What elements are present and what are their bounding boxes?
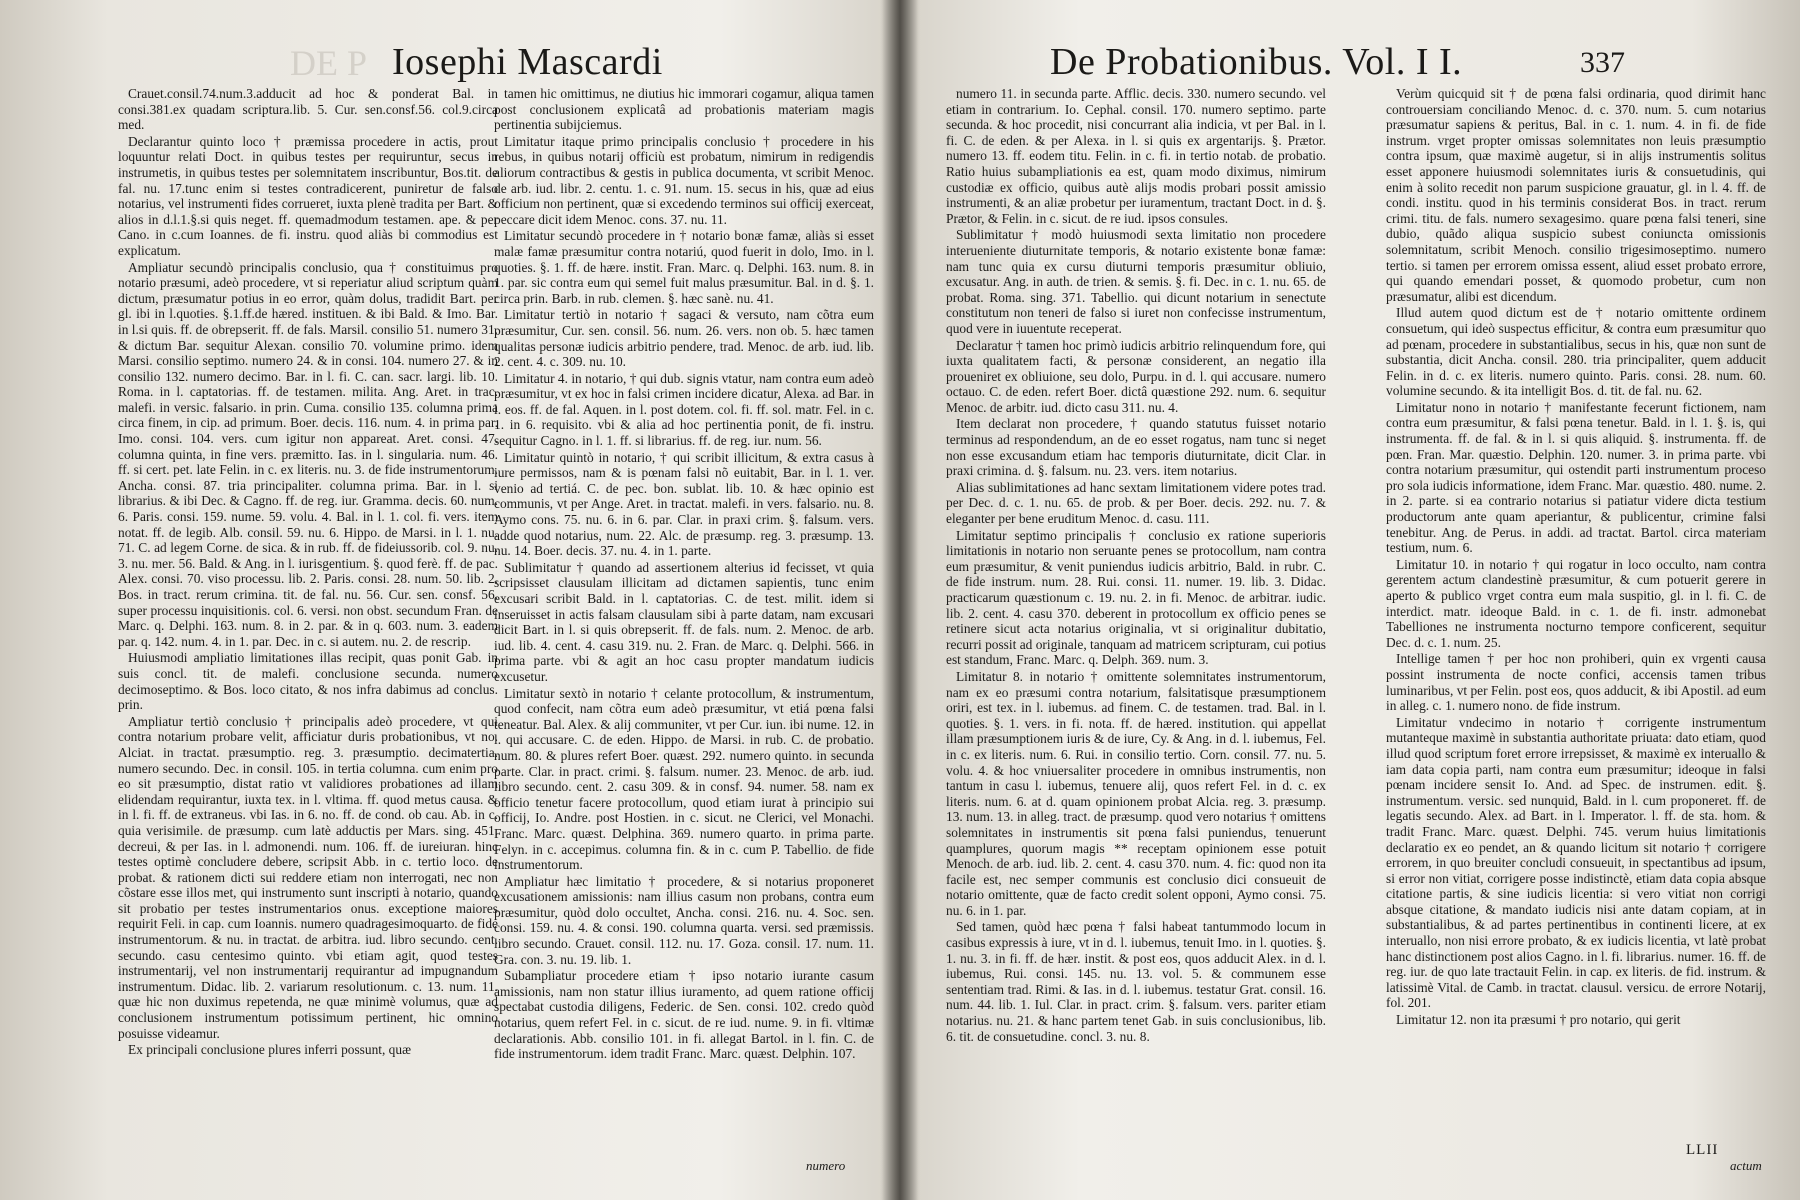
paragraph (494, 228, 874, 306)
left-column-1 (118, 86, 498, 1166)
paragraph (1386, 651, 1766, 713)
paragraph (946, 528, 1326, 668)
paragraph-text: Sublimitatur † quando ad assertionem alterius id fecisset, vt quia scripsisset clausulam illicitam ad dictamen sapientis, tunc enim excusari scribit Bald. in l. captatorias. C. de test. milit. idem si inseruisset in actis falsam clausulam sibi à parte datam, nam excusari dicit Bart. in l. si quis obrepserit. ff. de fals. num. 2. Menoc. de arb. iud. lib. 4. cent. 4. casu 319. nu. 2. Fran. de Marc. q. Delphi. 566. in prima parte. vbi & agit an hoc casu propter mandatum iudicis excusetur. (494, 559, 874, 684)
paragraph-text: Declarantur quinto loco † præmissa procedere in actis, prout loquuntur relati Doct. in quibus testes per requiruntur, secus in instrumetis, in quibus testes per solemnitatem inscribuntur, Bos.tit. de fal. nu. 17.tunc enim si testes contradicerent, puniretur de falso notarius, vel instrumenti fides corrueret, iuxta plenè tradita per Bart. & alios in d.l.1.§.si quis neget. ff. quemadmodum testamen. ape. & per Cano. in c.cum Ioannes. de fi. instru. quod aliàs bi commodius est explicatum. (118, 133, 498, 258)
paragraph-text: Alias sublimitationes ad hanc sextam limitationem videre potes trad. per Dec. d. c. 1. nu. 65. de prob. & per Boer. decis. 292. nu. 7. & eleganter per bene eruditum Menoc. d. casu. 111. (946, 479, 1326, 527)
paragraph-text: Limitatur tertiò in notario † sagaci & versuto, nam cõtra eum præsumitur, Cur. sen. consil. 56. num. 26. vers. non ob. 5. hæc tamen qualitas personæ iudicis arbitrio pendere, trad. Menoc. de arb. iud. lib. 2. cent. 4. c. 309. nu. 10. (494, 307, 874, 370)
page-number: 337 (1580, 46, 1625, 79)
paragraph-text: Sed tamen, quòd hæc pœna † falsi habeat tantummodo locum in casibus expressis à iure, vt in d. l. iubemus, tenuit Imo. in l. quoties. §. 1. nu. 3. in fi. ff. de hær. instit. & post eos, quos adducit Alex. in d. l. iubemus, Rui. consi. 145. nu. 13. vol. 5. & communem esse sententiam trad. Rimi. & Ias. in d. l. iubemus. testatur Grat. consil. 16. num. 44. lib. 1. Iul. Clar. in pract. crim. §. falsum. vers. pariter etiam notarius. nu. 21. & hanc partem tenet Gab. in suis conclusionibus, lib. 6. tit. de consuetudine. concl. 3. nu. 8. (946, 919, 1326, 1044)
paragraph-text: Subampliatur procedere etiam † ipso notario iurante casum amissionis, nam non statur illius iuramento, ad quem ratione officij spectabat custodia diligens, Federic. de Sen. consi. 102. credo quòd notarius, quem refert Fel. in c. sicut. de re iud. nume. 9. in fi. vltimæ declarationis. Abb. consilio 101. in fi. allegat Bartol. in l. fin. C. de fide instrumentorum. idem tradit Franc. Marc. quæst. Delphin. 107. (494, 968, 874, 1062)
paragraph (494, 968, 874, 1062)
paragraph-text: Limitatur itaque primo principalis conclusio † procedere in his rebus, in quibus notarij officiù est probatum, nimirum in redigendis aliorum contractibus & gestis in publica documenta, vt scribit Menoc. de arb. iud. libr. 2. centu. 1. c. 91. num. 15. secus in his, quæ ad eius officium non pertinent, quæ si excedendo terminos sui officij exerceat, peccare dicit idem Menoc. cons. 37. nu. 11. (494, 133, 874, 227)
paragraph (946, 669, 1326, 919)
paragraph (494, 450, 874, 559)
paragraph-text: Verùm quicquid sit † de pœna falsi ordinaria, quod dirimit hanc controuersiam conciliando Menoc. d. c. 370. num. 5. cum notarius præsumatur sapiens & peritus, Bal. in c. 1. num. 4. in fi. de fide instrum. vrget propter omissas solemnitates non leuis præsumptio contra ipsum, quæ maximè augetur, si in alijs instrumentis solitus esset apponere huiusmodi solemnitates iuris & consuetudinis, qui enim à solito recedit non parum suspicione grauatur, gl. in l. 4. ff. de condi. institu. quod in his terminis considerat Bos. in tract. rerum crimi. titu. de fals. numero sexagesimo. quare pœna falsi teneri, sine dubio, quãdo aliqua suspicio subest coniuncta omissionis solemnitatum, scribit Menoch. consilio trigesimoseptimo. numero tertio. si tamen per errorem omissa essent, aliud esset probato errore, qui quando emendari posset, & quomodo probetur, cum non præsumatur, alibi est dicendum. (1386, 86, 1766, 304)
paragraph (946, 480, 1326, 527)
paragraph-text: tamen hic omittimus, ne diutius hic immorari cogamur, aliqua tamen post conclusionem explicatâ ad probationis materiam magis pertinentia subijciemus. (494, 86, 874, 133)
paragraph-text: Limitatur 12. non ita præsumi † pro notario, qui gerit (1396, 1012, 1681, 1028)
right-column-1 (946, 86, 1326, 1166)
paragraph (118, 86, 498, 133)
paragraph (118, 714, 498, 1041)
paragraph-text: Sublimitatur † modò huiusmodi sexta limitatio non procedere interueniente diuturnitate temporis, & notario existente bonæ famæ: nam tunc quia ex cursu diuturni temporis præsumitur obliuio, excusatur. Ang. in auth. de trien. & semis. §. fi. Dec. in c. 1. nu. 65. de probat. Roma. sing. 371. Tabellio. qui dicunt notarium in senectute constitutum non teneri de falso si iuret non confecisse instrumentum, quod vere in iuuentute receperat. (946, 227, 1326, 336)
paragraph-text: Limitatur quintò in notario, † qui scribit illicitum, & extra casus à iure permissos, nam & is pœnam falsi nõ euitabit, Bar. in l. 1. ver. venio ad tertiá. C. de pec. bon. sublat. lib. 10. & hæc opinio est communis, vt per Ange. Aret. in tractat. malefi. in vers. falsario. nu. 8. Aymo cons. 75. nu. 6. in 6. par. Clar. in praxi crim. §. falsum. vers. adde quod notarius, num. 22. Alc. de præsump. reg. 3. præsump. 13. nu. 14. Boer. decis. 37. nu. 4. in 1. parte. (494, 449, 874, 559)
paragraph (946, 86, 1326, 226)
paragraph-text: Limitatur 4. in notario, † qui dub. signis vtatur, nam contra eum adeò præsumitur, vt ex hoc in falsi crimen incidere dicatur, Alexa. ad Bar. in l. eos. ff. de fal. Aquen. in l. post dotem. col. fi. ff. sol. matr. Fel. in c. 1. in 6. requisito. vbi & alia ad hoc pertinentia ponit, de fi. instru. sequitur Cagno. in l. 1. ff. si librarius. ff. de reg. iur. num. 56. (494, 370, 874, 449)
paragraph-text: Limitatur 8. in notario † omittente solemnitates instrumentorum, nam ex eo præsumi contra notarium, falsitatisque præsumptionem oriri, est tex. in l. iubemus. ad finem. C. de testamen. trad. Bal. in l. quoties. §. 1. vers. in fi. nota. ff. de hæred. institution. qui appellat illam præsumptionem iuris & de iure, Cy. & Ang. in d. l. iubemus, Fel. in c. ex literis. num. 6. Rui. in consilio tertio. Corn. consil. 77. nu. 5. volu. 4. & hoc vniuersaliter procedere in omnibus instrumentis, non tantum in casu l. iubemus, tenuere alij, quos refert Fel. in d. c. ex literis. num. 6. at d. quam opinionem probat Alcia. reg. 3. præsump. 13. num. 13. in alleg. tract. de præsump. quod vero notarius † omittens solemnitates in instrumentis sit pœna falsi puniendus, tenuerunt quamplures, quorum magis ** receptam opinionem esse potuit Menoch. de arb. iud. lib. 2. cent. 4. casu 370. num. 4. fic: quod non ita facile est, nec semper communis est conclusio dici consueuit de notario omittente, quæ de facto credit solent opponi, Aymo consi. 75. nu. 6. in 1. par. (946, 668, 1326, 918)
paragraph (946, 338, 1326, 416)
paragraph (1386, 1012, 1766, 1028)
paragraph-text: Limitatur sextò in notario † celante protocollum, & instrumentum, quod confecit, nam cõtra eum adeò præsumitur, vt etiá pœna falsi teneatur. Bal. Alex. & alij communiter, vt per Cur. iun. ibi nume. 12. in l. qui accusare. C. de eden. Hippo. de Marsi. in rub. C. de probatio. num. 80. & plures refert Boer. quæst. 292. numero quinto. in secunda parte. Clar. in pract. crimi. §. falsum. numer. 23. Menoc. de arb. iud. libro secundo. cent. 2. casu 309. & in consf. 94. numer. 58. nam ex officio tenetur facere protocollum, quod etiam iurat à principio sui officij, Io. Andre. post Hostien. in c. sicut. ne Clerici, vel Monachi. Franc. Marc. quæst. Delphina. 369. numero quarto. in prima parte. Felyn. in c. accepimus. columna fin. & in c. cum P. Tabellio. de fide instrumentorum. (494, 685, 874, 873)
paragraph-text: Declaratur † tamen hoc primò iudicis arbitrio relinquendum fore, qui iuxta qualitatem facti, & personæ considerent, an negatio illa proueniret ex obliuione, seu dolo, Purpu. in d. l. qui accusare. numero octauo. C. de eden. refert Boer. dictâ quæstione 292. num. 6. sequitur Menoc. de arbitr. iud. dicto casu 311. nu. 4. (946, 337, 1326, 415)
catchword: actum (1730, 1158, 1762, 1173)
paragraph-text: Limitatur vndecimo in notario † corrigente instrumentum mutanteque maximè in substantia authoritate priuata: dato etiam, quod illud quod scriptum foret errore irrepsisset, & maximè ex interuallo & iam data copia parti, nam contra eum præsumitur; ideoque in falsi pœnam incidere sensit Io. And. ad Spec. de instrumen. edit. §. instrumentum. versic. sed nunquid, Bald. in l. cum proponeret. ff. de legatis secundo. Alex. ad Bart. in l. Imperator. l. ff. de sta. hom. & tradit Franc. Marc. quæst. Delphi. 745. verum huius limitationis declaratio ex eo pendet, an & quando licitum sit notario † corrigere errorem, in quo breuiter concludi consueuit, in spectantibus ad ipsum, si error non vitiat, corrigere posse indistinctè, etiam data copia absque citatione partis, & sine iudicis licentia: si vero vitiat non corrigi absque citatione, & mandato iudicis nisi ante datam copiam, at in substantialibus, & ad partes pertinentibus in continenti licere, at ex interuallo, non nisi errore probato, & ex iudicis licentia, vt latè probat hanc distinctionem post alios Cagno. in l. fi. librarius. numer. 16. ff. de reg. iur. de quo late tractauit Felin. in cap. ex literis. de fid. instrum. & latissimè Vital. de Camb. in tractat. clausul. versicu. de errore Notarij, fol. 201. (1386, 714, 1766, 1011)
paragraph (1386, 557, 1766, 651)
paragraph (118, 260, 498, 650)
bleed-through-text: DE P (290, 43, 368, 83)
paragraph (118, 134, 498, 259)
paragraph (494, 134, 874, 228)
left-column-2 (494, 86, 874, 1166)
paragraph-text: Ex principali conclusione plures inferri possunt, quæ (128, 1042, 412, 1058)
paragraph (494, 371, 874, 449)
left-page (0, 0, 890, 1200)
paragraph-text: Limitatur nono in notario † manifestante fecerunt fictionem, nam contra eum præsumitur, & falsi pœna tenetur. Bald. in l. 1. §. is, qui instrumenta. ff. de fal. & in l. si quis aliquid. §. instrumenta. ff. de pœn. Fran. Mar. quæstio. Delphin. 120. numer. 3. in prima parte. vbi contra notarium præsumitur, qui ostendit parti instrumentum proceso pro sola iudicis informatione, idem Franc. Mar. quæstio. 480. nume. 2. in 2. parte. si ea contrario notarius si patiatur videre dicta testium productorum ante quam aperiantur, & publicentur, crimine falsi tenebitur. Ang. de Perus. in addi. ad tractat. Bartol. circa materiam testium, num. 6. (1386, 399, 1766, 556)
paragraph-text: Limitatur 10. in notario † qui rogatur in loco occulto, nam contra gerentem actum clandestinè præsumitur, & cum potuerit gerere in aperto & publico vrget contra eum mala suspitio, gl. in l. fi. C. de interdict. matr. ideoque Bald. in c. 1. de fi. instr. admonebat Tabelliones ne instrumenta nocturno tempore conficerent, sequitur Dec. d. c. 1. num. 25. (1386, 556, 1766, 650)
paragraph (118, 1042, 498, 1058)
right-page (910, 0, 1800, 1200)
gutter-shadow (880, 0, 920, 1200)
paragraph (946, 227, 1326, 336)
paragraph (1386, 715, 1766, 1011)
paragraph (494, 874, 874, 968)
paragraph (946, 416, 1326, 478)
signature-mark: LLII (1686, 1142, 1719, 1158)
paragraph (1386, 400, 1766, 556)
paragraph (1386, 305, 1766, 399)
running-head-author: Iosephi Mascardi (392, 41, 663, 83)
paragraph-text: Crauet.consil.74.num.3.adducit ad hoc & ponderat Bal. in consi.381.ex quadam scriptura.lib. 5. Cur. sen.consf.56. col.9.circa med. (118, 86, 498, 133)
paragraph-text: Illud autem quod dictum est de † notario omittente ordinem consuetum, qui ideò suspectus efficitur, & contra eum præsumitur quo ad pœnam, procedere in substantialibus, secus in his, quæ non sunt de substantia, dicit Ancha. consil. 280. tria principaliter, quem adducit Felin. in d. c. ex literis. numero quinto. Paris. consi. 28. num. 60. volumine secundo. & ita intelligit Bos. d. tit. de fal. nu. 62. (1386, 305, 1766, 399)
catchword: numero (806, 1158, 846, 1173)
paragraph-text: Limitatur secundò procedere in † notario bonæ famæ, aliàs si esset malæ famæ præsumitur contra notariú, quod fuerit in dolo, Imo. in l. quoties. §. 1. ff. de hære. instit. Fran. Marc. q. Delphi. 163. num. 8. in 1. par. sic contra eum qui semel fuit malus præsumitur. Bal. in d. §. 1. circa prin. Barb. in rub. clemen. §. hæc sanè. nu. 41. (494, 228, 874, 306)
paragraph-text: Ampliatur hæc limitatio † procedere, & si notarius proponeret excusationem amissionis: nam illius casum non probans, contra eum præsumitur, quòd dolo occultet, Ancha. consi. 216. nu. 4. Soc. sen. consi. 159. nu. 4. & consi. 190. columna quarta. versi. sed præmissis. libro secundo. Crauet. consil. 112. nu. 17. Goza. consil. 17. num. 11. Gra. con. 3. nu. 19. lib. 1. (494, 873, 874, 967)
paragraph (494, 307, 874, 369)
paragraph-text: Huiusmodi ampliatio limitationes illas recipit, quas ponit Gab. in suis concl. tit. de malefi. conclusione secunda. numero decimoseptimo. & Bos. loco citato, & nos infra dabimus ad conclus. prin. (118, 650, 498, 713)
paragraph (946, 919, 1326, 1044)
running-head-title: De Probationibus. Vol. I I. (1050, 41, 1463, 83)
paragraph-text: Intellige tamen † per hoc non prohiberi, quin ex vrgenti causa possint instrumenta de nocte confici, accensis tamen tribus luminaribus, vt per Felin. post eos, quos adducit, & ibi Apostil. ad eum in alleg. c. 1. numero nono. de fide instrum. (1386, 651, 1766, 714)
paragraph (1386, 86, 1766, 304)
paragraph (494, 686, 874, 873)
paragraph-text: numero 11. in secunda parte. Afflic. decis. 330. numero secundo. vel etiam in contrarium. Io. Cephal. consil. 170. numero septimo. parte secunda. & hoc procedit, nisi concurrant alia indicia, vt per Bal. in l. fi. C. de eden. & per Alexa. in l. si quis ex argentarijs. §. Prætor. numero 13. ff. eodem titu. Felin. in c. fi. in tertio notab. de probatio. Ratio huius subampliationis ea est, quam modo diximus, nimirum custodiæ ex officio, quibus autè alijs modis probari possit amissio instrumenti, & an aliæ probetur per iuramentum, tractant Doct. in d. §. Prætor, & Felin. in c. sicut. de re iud. ipsos consules. (946, 86, 1326, 226)
paragraph-text: Limitatur septimo principalis † conclusio ex ratione superioris limitationis in notario non seruante penes se protocollum, nam contra eum præsumitur, & venit puniendus iudicis arbitrio, Bald. in rubr. C. de fide instrum. num. 28. Rui. consi. 11. numer. 19. lib. 3. Didac. practicarum quæstionum c. 19. nu. 2. in fi. Menoc. de arbitrar. iudic. lib. 2. cent. 4. casu 370. deberent in protocollum ex officio penes se retinere sicut acta notarius originalia, vt si originalitur dubitatio, recurri possit ad originale, tanquam ad matricem scripturam, cui potius est standum, Franc. Marc. q. Delph. 369. num. 3. (946, 527, 1326, 668)
paragraph (494, 560, 874, 685)
right-column-2 (1386, 86, 1766, 1166)
paragraph-text: Ampliatur tertiò conclusio † principalis adeò procedere, vt qui contra notarium probare velit, afficiatur duris probationibus, vt no. Alciat. in tractat. præsumptio. reg. 3. præsumptio. decimatertia. numero secundo. Dec. in consil. 105. in tertia columna. cum enim pro eo sit præsumptio, distat ratio vt validiores probationes ad illam elidendam requirantur, iuxta tex. in l. vltima. ff. quod metus causa. & in l. fi. ff. de extraneus. vbi Ias. in 6. no. ff. de cond. ob cau. Ab. in c. quia verisimile. de præsump. cum latè adductis per Mars. sing. 451. decreui, & per Ias. in l. admonendi. num. 106. ff. de iureiuran. hinc testes optimè concludere debere, scripsit Abb. in c. tertio loco. de probat. & rationem dicti sui reddere etiam non interrogati, nec non cõstare esse illos met, qui instrumento sunt inscripti à notario, quando sit probatio per testes instrumentarios onus. exceptione maiores requirit Feli. in cap. cum Ioannis. numero quadragesimoquarto. de fide instrumentorum. & nu. in tractat. de arbitra. iud. libro secundo. cent. secundo. casu centesimo quinto. vbi etiam agit, quod testes instrumentarij, vel non instrumentarij requirantur ad impugnandum instrumentum. Didac. lib. 2. variarum resolutionum. c. 13. num. 11. quæ hic non duximus repetenda, ne quæ minimè volumus, quæ ad conclusionem instrumentum potissimum pertinent, hic omnino posuisse videamur. (118, 713, 498, 1041)
paragraph (118, 650, 498, 712)
paragraph (494, 86, 874, 133)
paragraph-text: Item declarat non procedere, † quando statutus fuisset notario terminus ad respondendum, an de eo esset rogatus, nam tunc si neget non esse excusandum etiam hac temporis diuturnitate, dicit Clar. in praxi crimina. d. §. falsum. nu. 23. vers. item notarius. (946, 416, 1326, 479)
paragraph-text: Ampliatur secundò principalis conclusio, qua † constituimus pro notario præsumi, adeò procedere, vt si reperiatur aliud scriptum quàm dictum, præsumatur potius in eo error, quàm dolus, tradidit Bart. per gl. ibi in l.quoties. §.1.ff.de hæred. instituen. & ibi Bald. & Imo. Bar. in l.si quis. ff. de obrepserit. ff. de fals. Marsil. consilio 51. numero 31. & dictum Bar. sequitur Alexan. consilio 70. volumine primo. idem Marsi. consilio septimo. numero 24. & in consi. 104. numero 27. & in consilio 132. numero decimo. Bar. in l. fi. C. can. sacr. largi. lib. 10. Roma. in l. captatorias. ff. de testamen. milita. Ang. Aret. in trac. malefi. in versic. falsario. in prin. Cuma. consilio 135. columna prima circa finem, in cip. ad primum. Boer. decis. 116. num. 4. in prima par. Imo. consi. 104. vers. cum igitur non appareat. Aret. consi. 47. columna quinta, in fine vers. præmitto. Ias. in l. singularia. num. 46. ff. si cert. pet. late Felin. in c. ex literis. nu. 3. de fide instrumentorum. Ancha. consi. 87. tria principaliter. columna prima. Bar. in l. si librarius. & ibi Dec. & Cagno. ff. de reg. iur. Gramma. decis. 60. num. 6. Paris. consi. 159. nume. 59. volu. 4. Bal. in l. 1. col. fi. vers. item notat. ff. de legib. Alb. consil. 59. nu. 6. Hippo. de Marsi. in l. 1. nu. 71. C. ad legem Corne. de sica. & in rub. ff. de fideiussorib. col. 9. nu. 3. nu. mer. 56. Bald. & Ang. in l. iurisgentium. §. quod ferè. ff. de pac. Alex. consi. 70. viso processu. lib. 2. Paris. consi. 28. num. 50. lib. 2. Bos. in tract. rerum crimina. tit. de fal. nu. 56. Cur. sen. consf. 56. super processu inquisitionis. col. 6. versi. non obst. secundum Fran. de Marc. q. Delphi. 163. num. 8. in 2. par. & in q. 603. num. 3. eadem par. q. 142. num. 4. in 1. par. Dec. in c. si autem. nu. 2. de rescrip. (118, 259, 498, 649)
